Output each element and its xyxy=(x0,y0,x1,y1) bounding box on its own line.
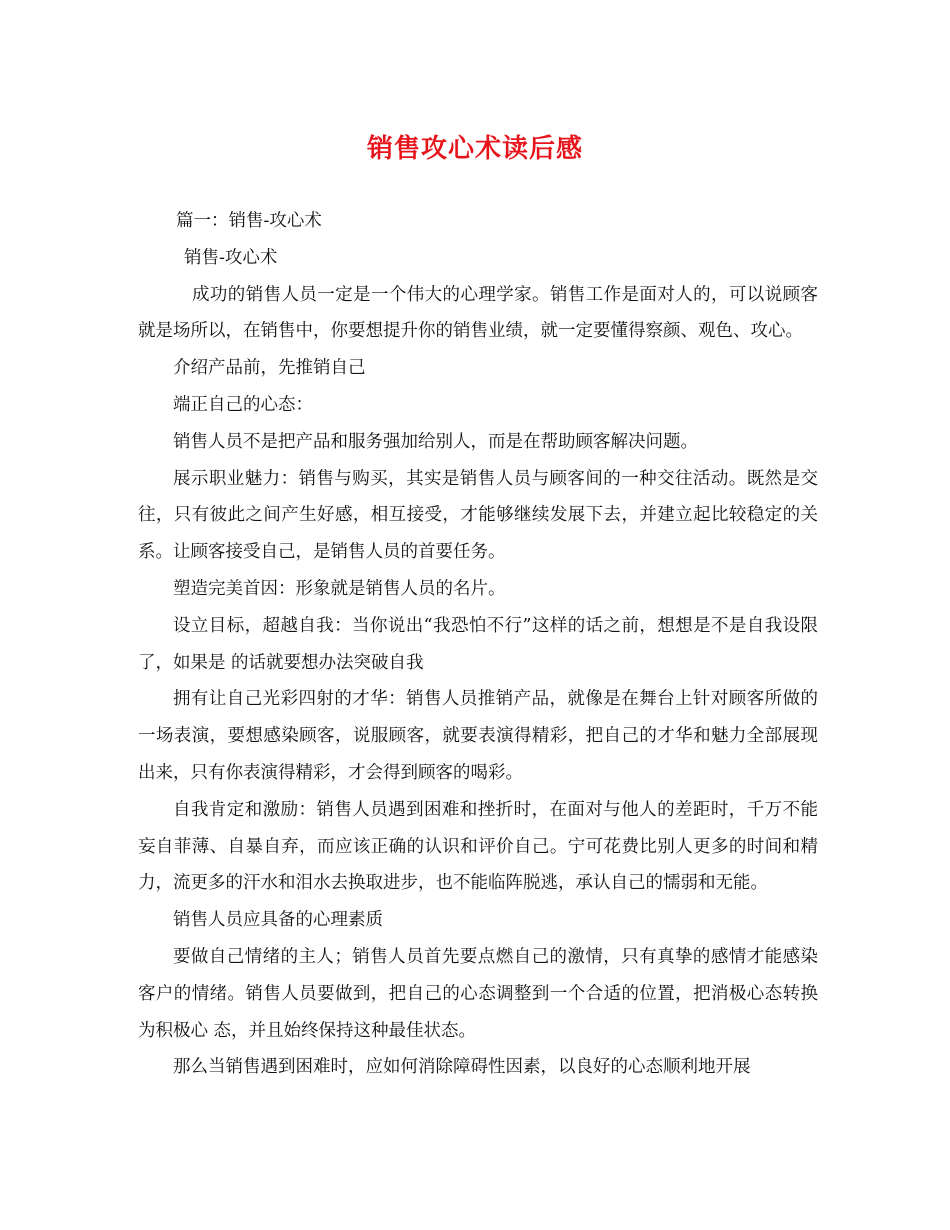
document-title: 销售攻心术读后感 xyxy=(366,134,583,164)
paragraph: 要做自己情绪的主人；销售人员首先要点燃自己的激情，只有真挚的感情才能感染客户的情绪。销售人员要做到，把自己的心态调整到一个合适的位置，把消极心态转换为积极心 态，并且始终保持这种最佳状态。 xyxy=(138,946,818,1041)
paragraph: 自我肯定和激励：销售人员遇到困难和挫折时，在面对与他人的差距时，千万不能妄自菲薄、自暴自弃，而应该正确的认识和评价自己。宁可花费比别人更多的时间和精力，流更多的汗水和泪水去换取进步，也不能临阵脱逃，承认自己的懦弱和无能。 xyxy=(138,799,818,894)
paragraph: 那么当销售遇到困难时，应如何消除障碍性因素，以良好的心态顺利地开展 xyxy=(173,1057,751,1078)
paragraph: 塑造完美首因：形象就是销售人员的名片。 xyxy=(173,578,506,599)
paragraph: 成功的销售人员一定是一个伟大的心理学家。销售工作是面对人的，可以说顾客就是场所以，在销售中，你要想提升你的销售业绩，就一定要懂得察颜、观色、攻心。 xyxy=(138,284,818,342)
section-heading: 篇一：销售-攻心术 xyxy=(176,211,322,231)
paragraph: 展示职业魅力：销售与购买，其实是销售人员与顾客间的一种交往活动。既然是交往，只有彼此之间产生好感，相互接受，才能够继续发展下去，并建立起比较稳定的关系。让顾客接受自己，是销售人员的首要任务。 xyxy=(138,468,818,563)
subheading: 销售-攻心术 xyxy=(184,247,278,268)
paragraph: 端正自己的心态： xyxy=(173,394,313,415)
paragraph: 拥有让自己光彩四射的才华：销售人员推销产品，就像是在舞台上针对顾客所做的一场表演，要想感染顾客，说服顾客，就要表演得精彩，把自己的才华和魅力全部展现出来，只有你表演得精彩，才会得到顾客的喝彩。 xyxy=(138,689,818,783)
paragraph: 设立目标，超越自我：当你说出“我恐怕不行”这样的话之前，想想是不是自我设限了，如果是 的话就要想办法突破自我 xyxy=(138,615,818,673)
paragraph: 销售人员应具备的心理素质 xyxy=(173,910,383,931)
paragraph: 销售人员不是把产品和服务强加给别人，而是在帮助顾客解决问题。 xyxy=(173,431,698,452)
document-body xyxy=(138,203,818,1086)
paragraph: 介绍产品前，先推销自己 xyxy=(173,358,366,379)
